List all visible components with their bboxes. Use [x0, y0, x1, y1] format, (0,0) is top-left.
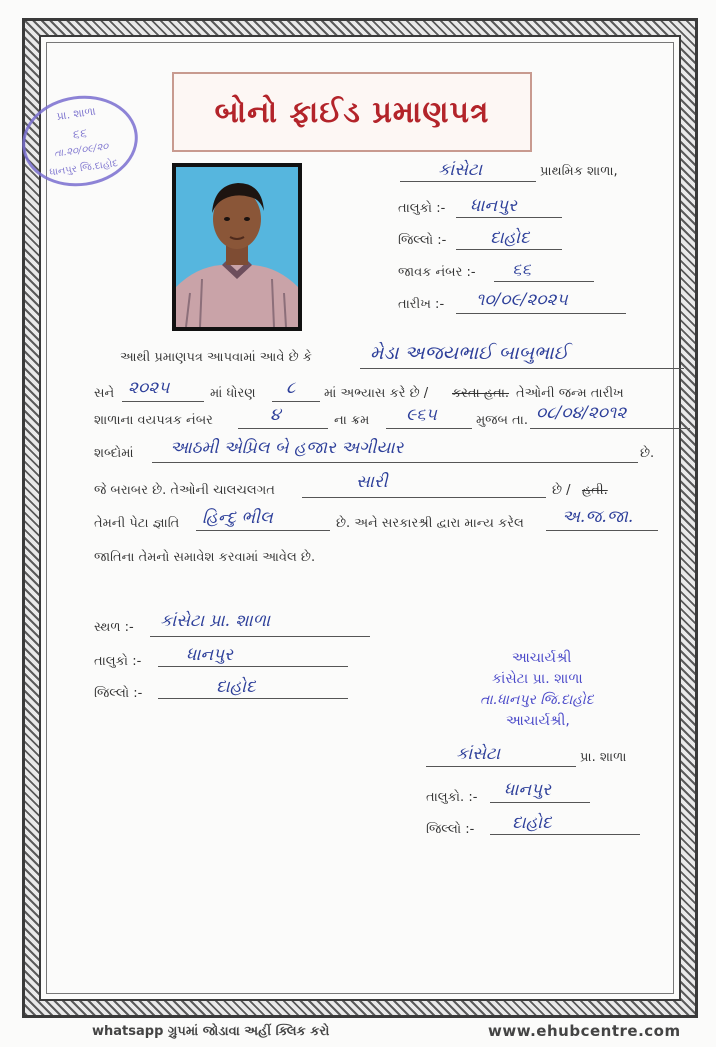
year-value: ૨૦૨૫ [128, 378, 170, 398]
certificate-page: પ્રા. શાળા ૬૬ તા.૨૦/૦૯/૨૦ ધાનપુર જિ.દાહોદ બોનો ફાઈડ પ્રમાણપત્ર કાંસેટા પ્રાથમિક શાળા, તાલુકો :- ધાનપુર જિલ્લો :- દાહોદ જાવક નંબર :- ૬૬ તારીખ :- ૧૦/૦૯/૨૦૨૫ આથી પ્રમાણપત્ર આપવામાં આવે છે કે મેડા અજયભાઈ બાબુભાઈ સને ૨૦૨૫ માં ધોરણ ૮ માં અભ્યાસ કરે છે / કરતા હતા. તેઓની જન્મ તારીખ શાળાના વયપત્રક નંબર ૪ ના ક્રમ ૯૬૫ મુજબ તા. ૦૮/૦૪/૨૦૧૨ શબ્દોમાં આઠમી એપ્રિલ બે હજાર અગીયાર છે. જે બરાબર છે. તેઓની ચાલચલગત સારી છે / હતી. તેમની પેટા જ્ઞાતિ હિન્દુ ભીલ છે. અને સરકારશ્રી દ્વારા માન્ય કરેલ અ.જ.જા. જાતિના તેમનો સમાવેશ કરવામાં આવેલ છે. સ્થળ :- કાંસેટા પ્રા. શાળા તાલુકો :- ધાનપુર જિલ્લો :- દાહોદ આચાર્યશ્રી કાંસેટા પ્રા. શાળા તા.ધાનપુર જિ.દાહોદ આચાર્યશ્રી, કાંસેટા પ્રા. શાળા તાલુકો. :- ધાનપુર જિલ્લો :- દાહોદ whatsapp ગ્રુપમાં જોડાવા અહીં ક્લિક કરો www.ehubcentre.com [0, 0, 716, 1047]
student-name: મેડા અજયભાઈ બાબુભાઈ [370, 342, 569, 364]
place-label: સ્થળ :- [94, 620, 134, 635]
signature-taluka-value: ધાનપુર [504, 780, 551, 800]
student-photo-image [176, 167, 298, 327]
principal-signature: તા.ધાનપુર જિ.દાહોદ [480, 692, 594, 708]
whatsapp-group-link[interactable]: whatsapp ગ્રુપમાં જોડાવા અહીં ક્લિક કરો [92, 1024, 330, 1039]
place-taluka-value: ધાનપુર [186, 645, 233, 665]
page-title: બોનો ફાઈડ પ્રમાણપત્ર [214, 94, 490, 130]
sub-caste-value: હિન્દુ ભીલ [202, 508, 273, 528]
standard-value: ૮ [286, 378, 296, 398]
intro-text: આથી પ્રમાણપત્ર આપવામાં આવે છે કે [120, 350, 312, 365]
place-value: કાંસેટા પ્રા. શાળા [160, 611, 271, 631]
taluka-label: તાલુકો :- [398, 201, 446, 216]
outward-number-value: ૬૬ [512, 260, 532, 280]
school-name: કાંસેટા [438, 160, 482, 180]
category-value: અ.જ.જા. [562, 507, 634, 527]
date-label: તારીખ :- [398, 297, 445, 312]
signature-school-value: કાંસેટા [456, 744, 500, 764]
title-box [172, 72, 532, 152]
school-round-stamp: પ્રા. શાળા ૬૬ તા.૨૦/૦૯/૨૦ ધાનપુર જિ.દાહોદ [16, 88, 143, 193]
district-label: જિલ્લો :- [398, 233, 447, 248]
school-suffix: પ્રાથમિક શાળા, [540, 164, 618, 179]
date-value: ૧૦/૦૯/૨૦૨૫ [476, 290, 568, 310]
outward-number-label: જાવક નંબર :- [398, 265, 476, 280]
birth-date-words: આઠમી એપ્રિલ બે હજાર અગીયાર [170, 438, 404, 458]
birth-date: ૦૮/૦૪/૨૦૧૨ [536, 403, 627, 423]
taluka-value: ધાનપુર [470, 196, 517, 216]
serial-number: ૯૬૫ [406, 405, 437, 425]
signature-district-value: દાહોદ [512, 813, 552, 833]
website-link[interactable]: www.ehubcentre.com [488, 1022, 681, 1040]
district-value: દાહોદ [490, 228, 530, 248]
register-number: ૪ [270, 405, 281, 425]
conduct-value: સારી [356, 472, 388, 492]
place-district-value: દાહોદ [216, 677, 256, 697]
student-photo [172, 163, 302, 331]
